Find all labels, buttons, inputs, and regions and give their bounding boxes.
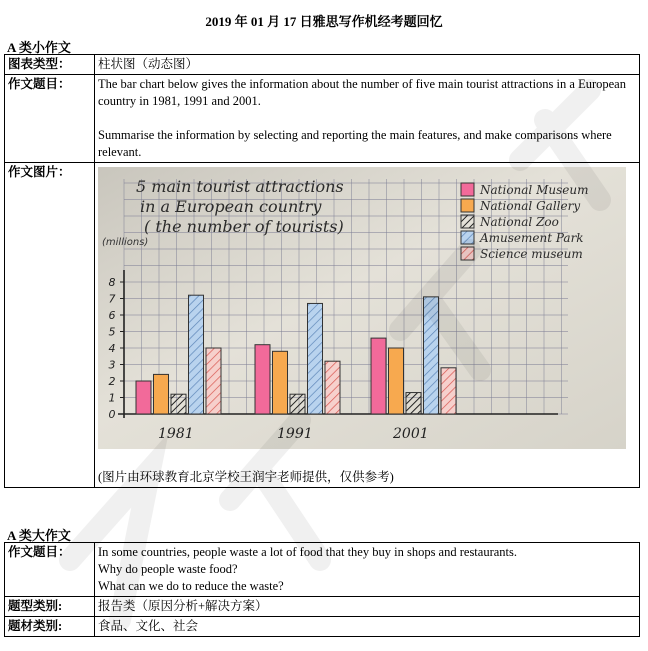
bar-national-zoo-2001: [406, 393, 421, 414]
y-tick-label: 7: [108, 292, 116, 306]
task2-question-row: [5, 543, 640, 597]
y-tick-label: 6: [108, 309, 116, 322]
chart-type-row: [5, 55, 640, 75]
task2-table: [4, 542, 640, 637]
task1-question-row: [5, 75, 640, 163]
task2-type-row: [5, 597, 640, 617]
y-tick-label: 4: [108, 342, 116, 355]
bar-national-zoo-1981: [171, 394, 186, 414]
bar-national-gallery-1991: [273, 351, 288, 414]
task1-question-paragraph-2: Summarise the information by selecting and reporting the main features, and make comparisons where relevant.: [98, 128, 612, 159]
task2-question-line-1: In some countries, people waste a lot of food that they buy in shops and restaurants.: [98, 545, 518, 559]
legend-swatch: [461, 247, 474, 260]
legend-swatch: [461, 231, 474, 244]
bar-national-zoo-1991: [290, 394, 305, 414]
task1-section-label: A 类小作文: [7, 40, 71, 55]
task2-question-cell: [95, 543, 640, 597]
task2-type-value: 报告类（原因分析+解决方案）: [95, 597, 640, 617]
legend-label: Science museum: [480, 247, 583, 261]
task2-section-label: A 类大作文: [7, 528, 71, 543]
bar-national-gallery-1981: [154, 374, 169, 414]
chart-type-label: 图表类型：: [5, 55, 95, 75]
legend-swatch: [461, 215, 474, 228]
bar-amusement-park-1981: [189, 295, 204, 414]
legend-swatch: [461, 183, 474, 196]
y-tick-label: 5: [108, 325, 116, 339]
chart-photo: [98, 167, 626, 449]
y-tick-label: 0: [108, 408, 116, 421]
task2-topic-row: [5, 617, 640, 637]
chart-title-line: ( the number of tourists): [144, 217, 344, 236]
document-title: 2019 年 01 月 17 日雅思写作机经考题回忆: [205, 14, 443, 29]
task2-type-label: 题型类别:: [5, 597, 95, 617]
x-tick-label: 1991: [277, 426, 313, 442]
y-tick-label: 8: [108, 276, 116, 289]
bar-national-museum-2001: [371, 338, 386, 414]
bar-science-museum-1991: [325, 361, 340, 414]
legend-label: Amusement Park: [480, 231, 584, 245]
chart-title-group: [136, 177, 344, 236]
task2-question-line-3: What can we do to reduce the waste?: [98, 579, 284, 593]
y-tick-label: 3: [108, 358, 116, 372]
bar-science-museum-2001: [441, 368, 456, 414]
task2-question-line-2: Why do people waste food?: [98, 562, 238, 576]
bar-amusement-park-1991: [308, 303, 323, 414]
chart-title-line: in a European country: [140, 197, 322, 216]
y-tick-label: 2: [108, 375, 116, 388]
bar-chart: [98, 167, 626, 449]
task1-question-cell: [95, 75, 640, 163]
task2-topic-label: 题材类别:: [5, 617, 95, 637]
y-axis-label: (millions): [102, 237, 149, 248]
legend-label: National Gallery: [480, 199, 581, 213]
chart-image-row: [5, 163, 640, 488]
chart-image-caption: (图片由环球教育北京学校王润宇老师提供，仅供参考): [98, 470, 394, 484]
legend-label: National Zoo: [480, 215, 559, 229]
bar-national-gallery-2001: [389, 348, 404, 414]
chart-image-cell: [95, 163, 640, 488]
chart-type-value: 柱状图（动态图）: [95, 55, 640, 75]
bar-amusement-park-2001: [424, 297, 439, 414]
task1-table: [4, 54, 640, 488]
chart-image-label: 作文图片：: [5, 163, 95, 488]
legend-label: National Museum: [480, 183, 589, 197]
task2-question-label: 作文题目：: [5, 543, 95, 597]
x-tick-label: 2001: [393, 426, 429, 442]
x-tick-label: 1981: [158, 426, 194, 442]
chart-title-line: 5 main tourist attractions: [136, 177, 344, 196]
y-tick-label: 1: [108, 391, 116, 405]
bar-science-museum-1981: [206, 348, 221, 414]
task1-question-label: 作文题目：: [5, 75, 95, 163]
bar-national-museum-1991: [255, 345, 270, 414]
legend-swatch: [461, 199, 474, 212]
task2-topic-value: 食品、文化、社会: [95, 617, 640, 637]
bar-national-museum-1981: [136, 381, 151, 414]
task1-question-paragraph-1: The bar chart below gives the information about the number of five main tourist attractions in a European country in 1981, 1991 and 2001.: [98, 77, 626, 108]
